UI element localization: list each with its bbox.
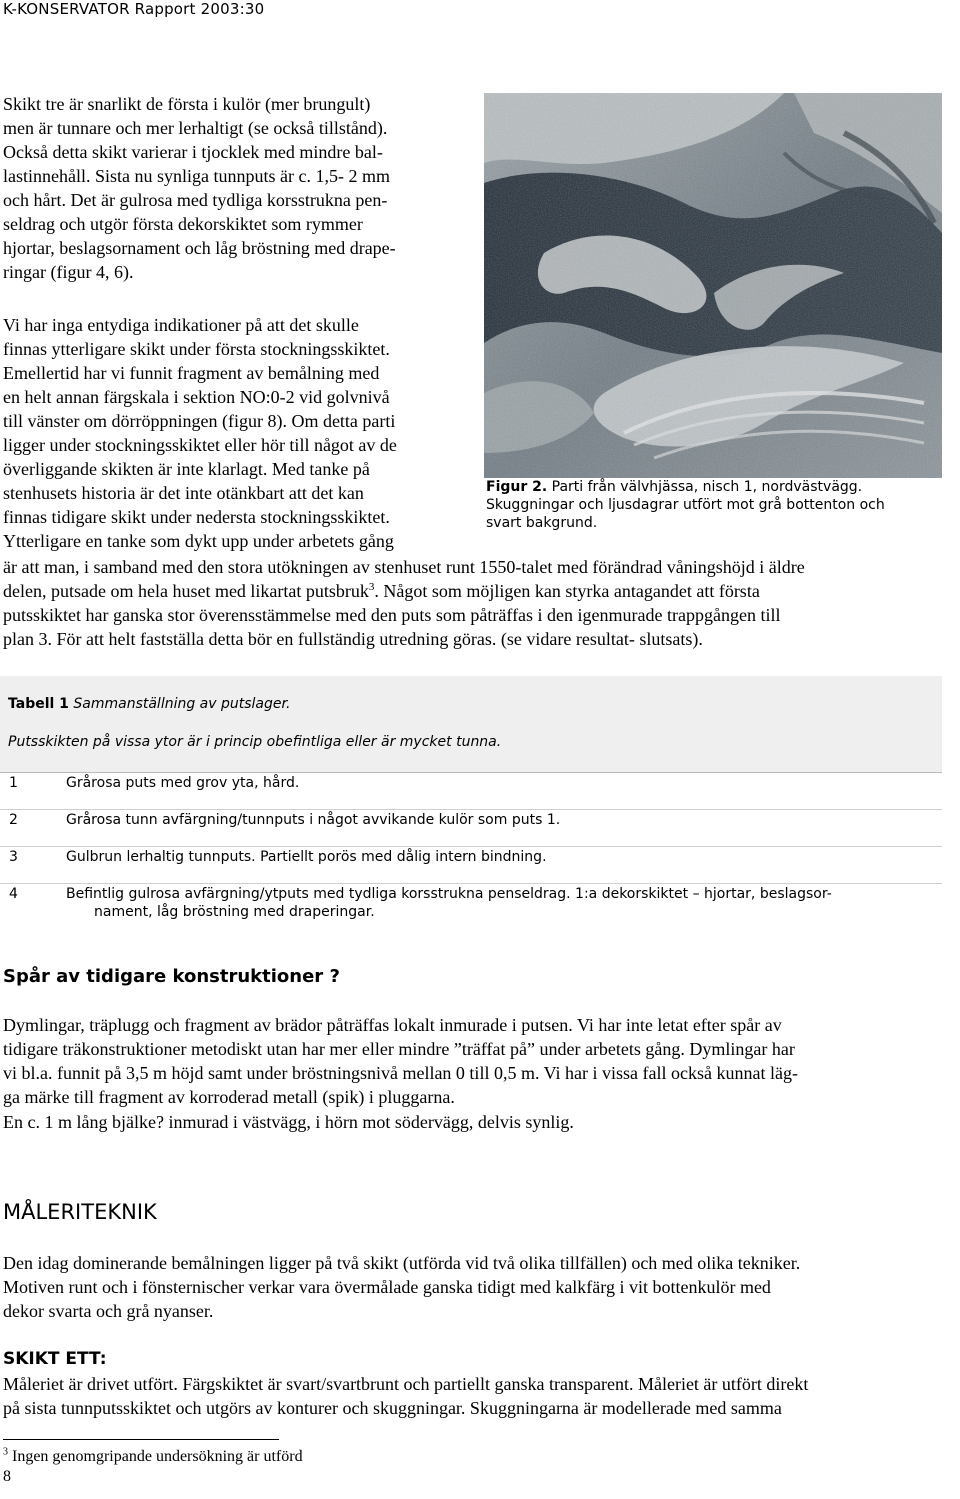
text-span: . Något som möjligen kan styrka antagandet att första (374, 581, 760, 601)
text-line: Motiven runt och i fönsternischer verkar vara övermålade ganska tidigt med kalkfärg i vit bottenkulör med (3, 1277, 771, 1297)
text-line: Den idag dominerande bemålningen ligger på två skikt (utförda vid två olika tillfällen) och med olika tekniker. (3, 1253, 801, 1273)
text-line: Måleriet är drivet utfört. Färgskiktet är svart/svartbrunt och partiellt ganska transparent. Måleriet är utfört direkt (3, 1374, 809, 1394)
text-line: är att man, i samband med den stora utökningen av stenhuset runt 1550-talet med förändrad våningshöjd i äldre (3, 557, 805, 577)
text-line: stenhusets historia är det inte otänkbart att det kan (3, 483, 364, 503)
text-line: på sista tunnputsskiktet och utgörs av konturer och skuggningar. Skuggningarna är modellerade med samma (3, 1398, 782, 1418)
table-caption (8, 696, 290, 712)
figure-caption (486, 478, 946, 532)
table-note: Putsskikten på vissa ytor är i princip obefintliga eller är mycket tunna. (8, 734, 502, 750)
table-title: Sammanställning av putslager. (68, 696, 291, 712)
table-plaster-layers (0, 676, 942, 936)
row-text: Grårosa puts med grov yta, hård. (66, 775, 300, 791)
text-span: delen, putsade om hela huset med likartat putsbruk (3, 581, 369, 601)
text-line: och hårt. Det är gulrosa med tydliga korsstrukna pen- (3, 190, 388, 210)
row-text-cont: nament, låg bröstning med draperingar. (94, 904, 375, 920)
row-text: Befintlig gulrosa avfärgning/ytputs med tydliga korsstrukna penseldrag. 1:a dekorskiktet – hjortar, beslagsor- (66, 886, 832, 902)
table-row (0, 883, 942, 936)
row-text: Gulbrun lerhaltig tunnputs. Partiellt porös med dålig intern bindning. (66, 849, 547, 865)
running-header: K-KONSERVATOR Rapport 2003:30 (3, 0, 265, 18)
section-heading: Spår av tidigare konstruktioner ? (3, 966, 340, 987)
text-line: Dymlingar, träplugg och fragment av brädor påträffas lokalt inmurade i putsen. Vi har inte letat efter spår av (3, 1015, 782, 1035)
caption-text: Parti från välvhjässa, nisch 1, nordvästvägg. (547, 479, 863, 495)
row-text: Grårosa tunn avfärgning/tunnputs i något avvikande kulör som puts 1. (66, 812, 561, 828)
table-header (0, 676, 942, 772)
text-line: ligger under stockningsskiktet eller hör till något av de (3, 435, 397, 455)
text-line: putsskiktet har ganska stor överensstämmelse med den puts som påträffas i den igenmurade trappgången till (3, 605, 781, 625)
footnote-ref[interactable]: 3 (368, 581, 375, 593)
text-line: vi bl.a. funnit på 3,5 m höjd samt under bröstningsnivå mellan 0 till 0,5 m. Vi har i vissa fall också kunnat läg- (3, 1063, 798, 1083)
row-number: 2 (9, 812, 18, 828)
text-line: hjortar, beslagsornament och låg bröstning med drape- (3, 238, 396, 258)
wall-painting-image (484, 93, 942, 478)
text-line (3, 579, 760, 603)
text-line: Vi har inga entydiga indikationer på att det skulle (3, 315, 359, 335)
table-row (0, 809, 942, 846)
text-line: överliggande skikten är inte klarlagt. Med tanke på (3, 459, 370, 479)
text-line: ringar (figur 4, 6). (3, 262, 134, 282)
text-line: dekor svarta och grå nyanser. (3, 1301, 214, 1321)
caption-line (486, 478, 946, 496)
row-number: 4 (9, 886, 18, 902)
footnote-number: 3 (3, 1446, 8, 1458)
table-row (0, 846, 942, 883)
text-line: En c. 1 m lång bjälke? inmurad i västvägg, i hörn mot södervägg, delvis synlig. (3, 1112, 574, 1132)
text-line: Skikt tre är snarlikt de första i kulör (mer brungult) (3, 94, 371, 114)
text-line: lastinnehåll. Sista nu synliga tunnputs är c. 1,5- 2 mm (3, 166, 390, 186)
caption-line: svart bakgrund. (486, 515, 598, 531)
table-row (0, 772, 942, 809)
text-line: till vänster om dörröppningen (figur 8). Om detta parti (3, 411, 396, 431)
text-line: men är tunnare och mer lerhaltigt (se också tillstånd). (3, 118, 388, 138)
text-line: finnas tidigare skikt under nedersta stockningsskiktet. (3, 507, 390, 527)
section-heading: MÅLERITEKNIK (3, 1200, 157, 1224)
page-number: 8 (3, 1468, 11, 1485)
text-line: en helt annan färgskala i sektion NO:0-2 vid golvnivå (3, 387, 390, 407)
text-line: Ytterligare en tanke som dykt upp under arbetets gång (3, 531, 394, 551)
text-line: plan 3. För att helt fastställa detta bör en fullständig utredning göras. (se vidare resultat- slutsats). (3, 629, 703, 649)
footnote-text: Ingen genomgripande undersökning är utförd (8, 1448, 303, 1465)
section-heading: SKIKT ETT: (3, 1349, 107, 1369)
text-line: seldrag och utgör första dekorskiktet som rymmer (3, 214, 363, 234)
text-line: Också detta skikt varierar i tjocklek med mindre bal- (3, 142, 383, 162)
footnote-rule (3, 1439, 279, 1440)
row-number: 1 (9, 775, 18, 791)
text-line: ga märke till fragment av korroderad metall (spik) i pluggarna. (3, 1087, 455, 1107)
footnote (3, 1447, 303, 1467)
table-label: Tabell 1 (8, 696, 69, 712)
text-line: Emellertid har vi funnit fragment av bemålning med (3, 363, 380, 383)
figure-photo (484, 93, 942, 478)
caption-label: Figur 2. (486, 479, 548, 495)
text-line: finnas ytterligare skikt under första stockningsskiktet. (3, 339, 390, 359)
caption-line: Skuggningar och ljusdagrar utfört mot grå bottenton och (486, 497, 885, 513)
text-line: tidigare träkonstruktioner metodiskt utan har mer eller mindre ”träffat på” under arbetets gång. Dymlingar har (3, 1039, 795, 1059)
row-number: 3 (9, 849, 18, 865)
